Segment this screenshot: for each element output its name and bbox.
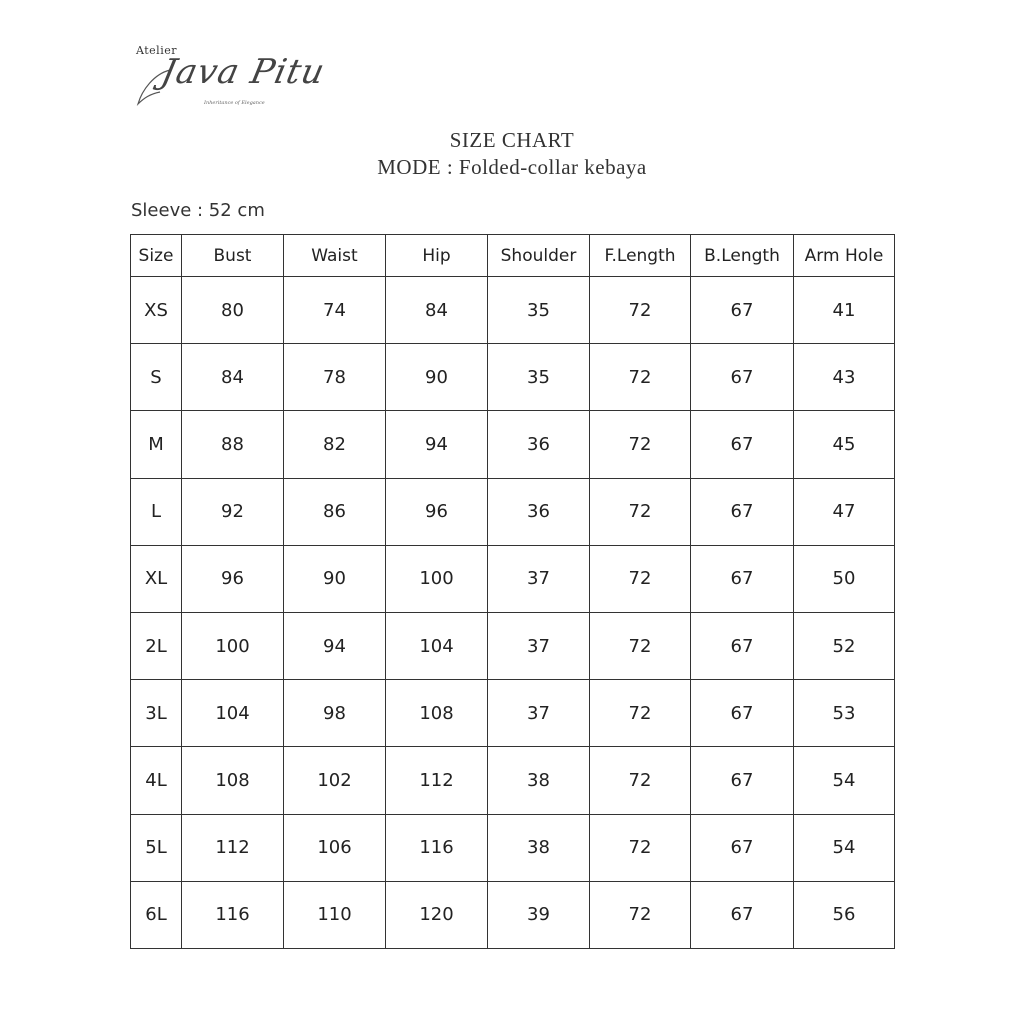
header-front-length: F.Length [590,235,691,277]
cell-back-length: 67 [691,747,794,814]
cell-waist: 98 [284,680,386,747]
cell-arm-hole: 53 [794,680,895,747]
cell-front-length: 72 [590,747,691,814]
cell-front-length: 72 [590,814,691,881]
cell-waist: 94 [284,612,386,679]
cell-shoulder: 36 [488,478,590,545]
cell-arm-hole: 47 [794,478,895,545]
cell-shoulder: 37 [488,545,590,612]
cell-hip: 112 [386,747,488,814]
brand-logo [134,44,329,114]
header-shoulder: Shoulder [488,235,590,277]
cell-back-length: 67 [691,411,794,478]
cell-hip: 120 [386,881,488,948]
cell-bust: 84 [182,344,284,411]
cell-size: 3L [131,680,182,747]
table-header-row [131,235,895,277]
cell-arm-hole: 41 [794,277,895,344]
cell-arm-hole: 45 [794,411,895,478]
cell-back-length: 67 [691,612,794,679]
cell-front-length: 72 [590,680,691,747]
cell-front-length: 72 [590,344,691,411]
cell-shoulder: 38 [488,747,590,814]
cell-arm-hole: 50 [794,545,895,612]
cell-waist: 86 [284,478,386,545]
cell-waist: 106 [284,814,386,881]
cell-arm-hole: 56 [794,881,895,948]
cell-hip: 100 [386,545,488,612]
cell-shoulder: 39 [488,881,590,948]
cell-front-length: 72 [590,612,691,679]
cell-shoulder: 35 [488,344,590,411]
header-hip: Hip [386,235,488,277]
cell-bust: 80 [182,277,284,344]
cell-size: 6L [131,881,182,948]
cell-bust: 100 [182,612,284,679]
cell-waist: 110 [284,881,386,948]
cell-front-length: 72 [590,478,691,545]
cell-shoulder: 36 [488,411,590,478]
cell-size: S [131,344,182,411]
cell-hip: 84 [386,277,488,344]
cell-back-length: 67 [691,680,794,747]
cell-size: 4L [131,747,182,814]
cell-hip: 94 [386,411,488,478]
cell-bust: 116 [182,881,284,948]
sleeve-note: Sleeve : 52 cm [131,200,265,221]
cell-bust: 108 [182,747,284,814]
cell-back-length: 67 [691,881,794,948]
cell-size: M [131,411,182,478]
cell-waist: 74 [284,277,386,344]
cell-size: 2L [131,612,182,679]
cell-arm-hole: 54 [794,814,895,881]
cell-hip: 90 [386,344,488,411]
cell-front-length: 72 [590,277,691,344]
cell-bust: 96 [182,545,284,612]
cell-shoulder: 37 [488,612,590,679]
cell-hip: 108 [386,680,488,747]
cell-bust: 112 [182,814,284,881]
cell-shoulder: 38 [488,814,590,881]
cell-arm-hole: 52 [794,612,895,679]
table-row [131,680,895,747]
cell-front-length: 72 [590,881,691,948]
table-row [131,478,895,545]
cell-shoulder: 35 [488,277,590,344]
table-row [131,747,895,814]
table-row [131,814,895,881]
table-body [131,277,895,949]
cell-size: 5L [131,814,182,881]
table-row [131,612,895,679]
cell-waist: 90 [284,545,386,612]
cell-back-length: 67 [691,277,794,344]
cell-size: XL [131,545,182,612]
cell-size: L [131,478,182,545]
cell-front-length: 72 [590,411,691,478]
cell-waist: 102 [284,747,386,814]
cell-bust: 92 [182,478,284,545]
table-row [131,411,895,478]
header-arm-hole: Arm Hole [794,235,895,277]
table-row [131,344,895,411]
cell-back-length: 67 [691,344,794,411]
cell-back-length: 67 [691,545,794,612]
table-row [131,881,895,948]
table-row [131,545,895,612]
header-bust: Bust [182,235,284,277]
header-size: Size [131,235,182,277]
cell-front-length: 72 [590,545,691,612]
cell-size: XS [131,277,182,344]
cell-waist: 78 [284,344,386,411]
cell-back-length: 67 [691,478,794,545]
cell-waist: 82 [284,411,386,478]
header-back-length: B.Length [691,235,794,277]
brand-tagline: Inheritance of Elegance [204,100,265,106]
cell-bust: 104 [182,680,284,747]
brand-name: Java Pitu [157,52,329,92]
size-chart-table [130,234,895,949]
cell-hip: 104 [386,612,488,679]
header-waist: Waist [284,235,386,277]
cell-arm-hole: 54 [794,747,895,814]
cell-shoulder: 37 [488,680,590,747]
page-title: SIZE CHART [449,128,575,152]
table-row [131,277,895,344]
cell-hip: 96 [386,478,488,545]
cell-hip: 116 [386,814,488,881]
page-subtitle: MODE : Folded-collar kebaya [377,155,647,179]
cell-back-length: 67 [691,814,794,881]
cell-bust: 88 [182,411,284,478]
brand-prefix: Atelier [136,44,177,57]
cell-arm-hole: 43 [794,344,895,411]
